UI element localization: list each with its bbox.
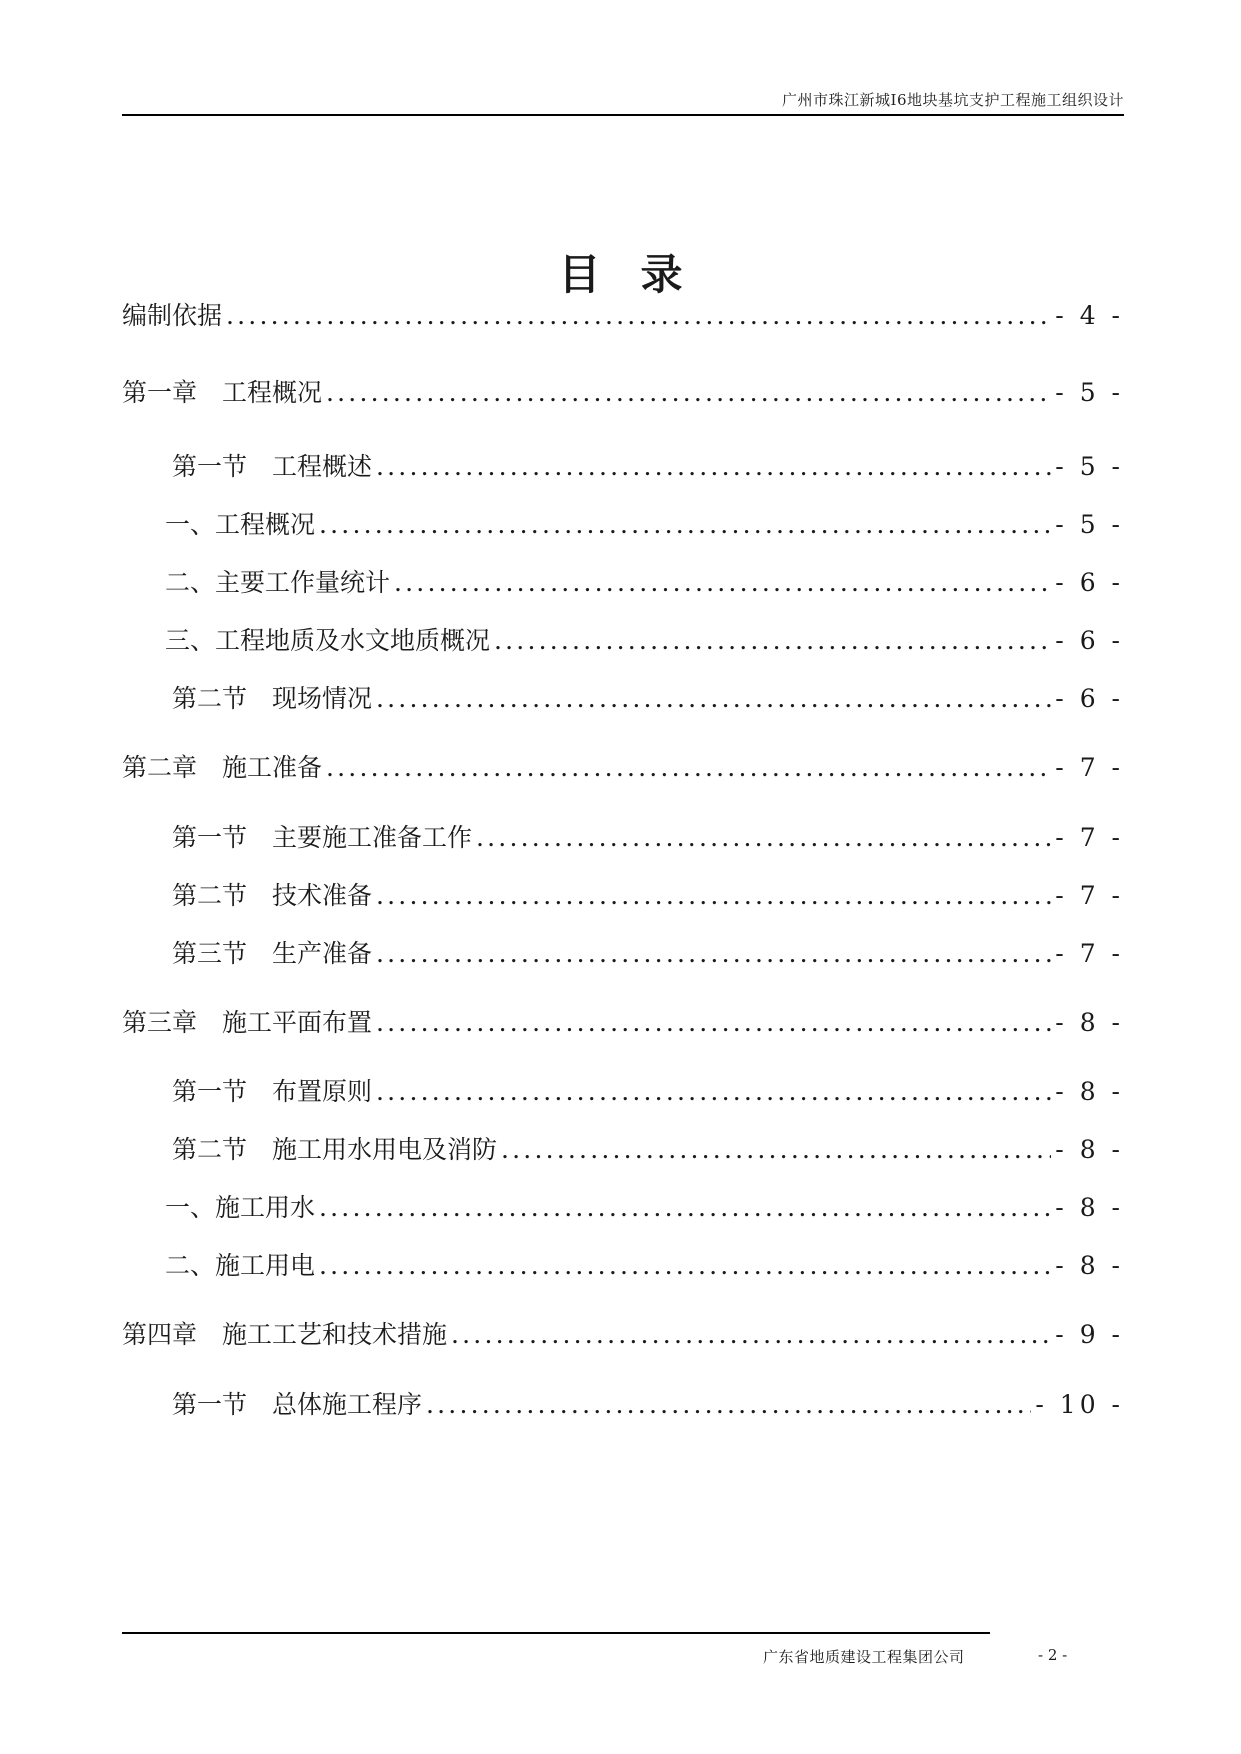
toc-entry-page: - 7 - (1055, 753, 1124, 782)
footer-company: 广东省地质建设工程集团公司 (763, 1648, 965, 1666)
toc-entry[interactable] (165, 623, 1124, 659)
header-rule (122, 114, 1124, 116)
toc-entry-label: 一、工程概况 (165, 510, 316, 539)
toc-entry[interactable] (165, 565, 1124, 601)
toc-entry-page: - 6 - (1055, 684, 1124, 713)
toc-entry[interactable] (122, 298, 1124, 334)
toc-entry-page: - 8 - (1055, 1251, 1124, 1280)
toc-dot-leader (394, 565, 1051, 601)
toc-entry-label: 三、工程地质及水文地质概况 (165, 626, 491, 655)
toc-entry-page: - 7 - (1055, 823, 1124, 852)
toc-entry-page: - 6 - (1055, 568, 1124, 597)
toc-dot-leader (494, 623, 1051, 659)
toc-entry-label: 编制依据 (122, 301, 223, 330)
toc-dot-leader (319, 1248, 1051, 1284)
toc-entry[interactable] (172, 449, 1124, 485)
toc-entry[interactable] (172, 878, 1124, 914)
toc-entry[interactable] (172, 820, 1124, 856)
toc-entry-label: 第二节 现场情况 (172, 684, 373, 713)
toc-entry-label: 第一节 布置原则 (172, 1077, 373, 1106)
toc-dot-leader (376, 449, 1051, 485)
footer-page-number: - 2 - (1038, 1646, 1068, 1664)
toc-entry[interactable] (172, 1074, 1124, 1110)
toc-entry-page: - 7 - (1055, 881, 1124, 910)
toc-dot-leader (426, 1387, 1031, 1423)
toc-entry[interactable] (165, 1248, 1124, 1284)
toc-entry-label: 第一节 工程概述 (172, 452, 373, 481)
toc-entry-label: 第二章 施工准备 (122, 753, 323, 782)
toc-entry-label: 第三章 施工平面布置 (122, 1008, 373, 1037)
toc-entry[interactable] (122, 1005, 1124, 1041)
toc-entry[interactable] (122, 375, 1124, 411)
toc-dot-leader (376, 936, 1051, 972)
toc-dot-leader (476, 820, 1051, 856)
toc-dot-leader (451, 1317, 1051, 1353)
toc-entry-page: - 8 - (1055, 1135, 1124, 1164)
toc-entry-page: - 5 - (1055, 452, 1124, 481)
toc-dot-leader (319, 1190, 1051, 1226)
toc-entry-page: - 9 - (1055, 1320, 1124, 1349)
toc-entry[interactable] (172, 681, 1124, 717)
toc-entry-page: - 10 - (1035, 1390, 1124, 1419)
toc-entry-page: - 5 - (1055, 510, 1124, 539)
toc-entry[interactable] (165, 1190, 1124, 1226)
toc-entry-label: 第一章 工程概况 (122, 378, 323, 407)
toc-entry[interactable] (122, 1317, 1124, 1353)
toc-entry-label: 第一节 主要施工准备工作 (172, 823, 473, 852)
toc-entry-label: 一、施工用水 (165, 1193, 316, 1222)
toc-entry[interactable] (122, 750, 1124, 786)
toc-entry-label: 二、主要工作量统计 (165, 568, 391, 597)
toc-entry-page: - 7 - (1055, 939, 1124, 968)
toc-entry-label: 二、施工用电 (165, 1251, 316, 1280)
toc-dot-leader (376, 1005, 1051, 1041)
toc-entry-label: 第三节 生产准备 (172, 939, 373, 968)
toc-entry-page: - 4 - (1055, 301, 1124, 330)
toc-entry[interactable] (165, 507, 1124, 543)
toc-dot-leader (226, 298, 1051, 334)
toc-entry-page: - 8 - (1055, 1077, 1124, 1106)
toc-entry[interactable] (172, 1132, 1124, 1168)
footer-rule (122, 1632, 990, 1634)
toc-dot-leader (326, 750, 1051, 786)
toc-title: 目录 (558, 250, 723, 299)
toc-entry[interactable] (172, 1387, 1124, 1423)
toc-entry-label: 第二节 施工用水用电及消防 (172, 1135, 498, 1164)
toc-entry-page: - 5 - (1055, 378, 1124, 407)
toc-dot-leader (326, 375, 1051, 411)
toc-dot-leader (319, 507, 1051, 543)
toc-entry-page: - 8 - (1055, 1193, 1124, 1222)
toc-dot-leader (376, 681, 1051, 717)
toc-dot-leader (376, 1074, 1051, 1110)
toc-entry-page: - 6 - (1055, 626, 1124, 655)
running-header: 广州市珠江新城I6地块基坑支护工程施工组织设计 (782, 91, 1124, 109)
toc-entry-label: 第一节 总体施工程序 (172, 1390, 423, 1419)
toc-entry-page: - 8 - (1055, 1008, 1124, 1037)
toc-entry-label: 第二节 技术准备 (172, 881, 373, 910)
toc-dot-leader (376, 878, 1051, 914)
toc-dot-leader (501, 1132, 1051, 1168)
toc-entry-label: 第四章 施工工艺和技术措施 (122, 1320, 448, 1349)
toc-entry[interactable] (172, 936, 1124, 972)
